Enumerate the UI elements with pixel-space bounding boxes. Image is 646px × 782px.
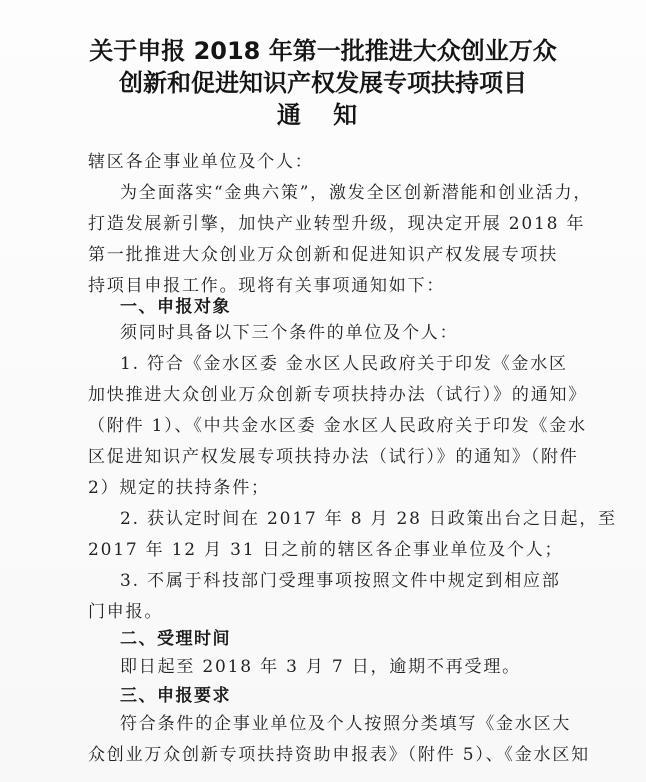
section-1-item-1-line-1: 1. 符合《金水区委 金水区人民政府关于印发《金水区 xyxy=(120,354,568,374)
section-1-item-1-line-5: 2）规定的扶持条件； xyxy=(88,478,270,498)
section-1-item-1-line-2: 加快推进大众创业万众创新专项扶持办法（试行）》的通知》 xyxy=(88,385,588,405)
section-1-heading: 一、申报对象 xyxy=(120,297,231,317)
intro-line-1: 为全面落实“金典六策”，激发全区创新潜能和创业活力， xyxy=(120,183,593,203)
document-title-line-2: 创新和促进知识产权发展专项扶持项目 xyxy=(119,69,527,97)
document-title-line-1: 关于申报 2018 年第一批推进大众创业万众 xyxy=(89,37,557,65)
intro-line-3: 第一批推进大众创业万众创新和促进知识产权发展专项扶 xyxy=(88,245,558,265)
salutation: 辖区各企事业单位及个人： xyxy=(88,152,314,172)
section-2-text: 即日起至 2018 年 3 月 7 日，逾期不再受理。 xyxy=(120,657,521,677)
document-title-line-3: 通 知 xyxy=(276,101,370,129)
section-3-heading: 三、申报要求 xyxy=(120,686,231,706)
section-3-line-1: 符合条件的企事业单位及个人按照分类填写《金水区大 xyxy=(120,714,572,734)
section-1-item-1-line-4: 区促进知识产权发展专项扶持办法（试行）》的通知》（附件 xyxy=(88,447,579,467)
section-3-line-2: 众创业万众创新专项扶持资助申报表》（附件 5）、《金水区知 xyxy=(88,745,590,765)
section-1-item-3-line-2: 门申报。 xyxy=(88,602,164,622)
section-1-item-2-line-2: 2017 年 12 月 31 日之前的辖区各企事业单位及个人； xyxy=(88,540,564,560)
section-1-item-2-line-1: 2. 获认定时间在 2017 年 8 月 28 日政策出台之日起，至 xyxy=(120,509,617,529)
section-1-item-1-line-3: （附件 1）、《中共金水区委 金水区人民政府关于印发《金水 xyxy=(88,416,587,436)
section-1-lead: 须同时具备以下三个条件的单位及个人： xyxy=(120,323,459,343)
intro-line-4: 持项目申报工作。现将有关事项通知如下： xyxy=(88,276,446,296)
section-2-heading: 二、受理时间 xyxy=(120,629,231,649)
section-1-item-3-line-1: 3. 不属于科技部门受理事项按照文件中规定到相应部 xyxy=(120,571,561,591)
intro-line-2: 打造发展新引擎，加快产业转型升级，现决定开展 2018 年 xyxy=(88,214,586,234)
